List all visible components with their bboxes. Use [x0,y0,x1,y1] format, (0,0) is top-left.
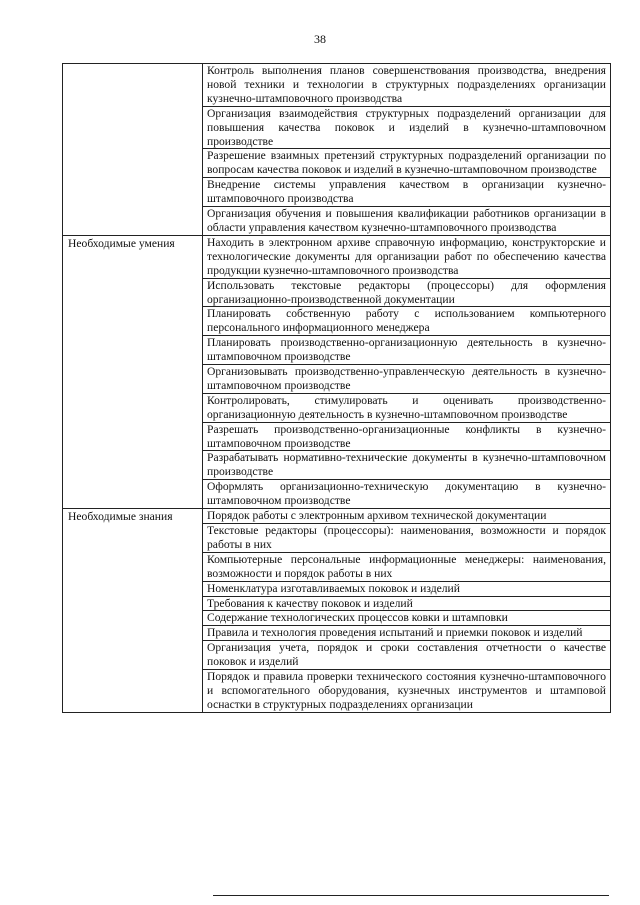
skill-item: Планировать производственно-организационную деятельность в кузнечно-штамповочном производстве [203,336,611,365]
table-row [63,509,611,524]
skill-item: Находить в электронном архиве справочную информацию, конструкторские и технологические документы для организации работ по обеспечению качества продукции кузнечно-штамповочного производства [203,235,611,278]
skill-item: Разрешать производственно-организационные конфликты в кузнечно-штамповочном производстве [203,422,611,451]
table-continuation-rule [213,895,609,896]
table-row [63,64,611,107]
knowledge-item: Текстовые редакторы (процессоры): наименования, возможности и порядок работы в них [203,524,611,553]
knowledge-item: Требования к качеству поковок и изделий [203,596,611,611]
knowledge-item: Номенклатура изготавливаемых поковок и изделий [203,581,611,596]
skill-item: Использовать текстовые редакторы (процессоры) для оформления организационно-производственной документации [203,278,611,307]
labor-action-item: Организация обучения и повышения квалификации работников организации в области управления качеством кузнечно-штамповочного производства [203,207,611,236]
table-row [63,235,611,278]
skill-item: Планировать собственную работу с использованием компьютерного персонального информационного менеджера [203,307,611,336]
knowledge-item: Порядок и правила проверки технического состояния кузнечно-штамповочного и вспомогательного оборудования, кузнечных инструментов и штамповой оснастки в структурных подразделениях организации [203,670,611,713]
competency-table [62,63,611,713]
labor-action-item: Организация взаимодействия структурных подразделений организации для повышения качества поковок и изделий в кузнечно-штамповочном производстве [203,106,611,149]
labor-action-item: Контроль выполнения планов совершенствования производства, внедрения новой техники и технологии в структурных подразделениях организации кузнечно-штамповочного производства [203,64,611,107]
knowledge-item: Порядок работы с электронным архивом технической документации [203,509,611,524]
skill-item: Организовывать производственно-управленческую деятельность в кузнечно-штамповочном производстве [203,365,611,394]
labor-action-item: Внедрение системы управления качеством в организации кузнечно-штамповочного производства [203,178,611,207]
section-label-skills: Необходимые умения [63,235,203,508]
knowledge-item: Содержание технологических процессов ковки и штамповки [203,611,611,626]
knowledge-item: Компьютерные персональные информационные менеджеры: наименования, возможности и порядок работы в них [203,552,611,581]
labor-action-item: Разрешение взаимных претензий структурных подразделений организации по вопросам качества поковок и изделий в кузнечно-штамповочном производстве [203,149,611,178]
skill-item: Оформлять организационно-техническую документацию в кузнечно-штамповочном производстве [203,480,611,509]
skill-item: Разрабатывать нормативно-технические документы в кузнечно-штамповочном производстве [203,451,611,480]
section-label-labor-actions [63,64,203,236]
page-number: 38 [314,32,326,46]
skill-item: Контролировать, стимулировать и оценивать производственно-организационную деятельность в кузнечно-штамповочном производстве [203,393,611,422]
knowledge-item: Правила и технология проведения испытаний и приемки поковок и изделий [203,626,611,641]
knowledge-item: Организация учета, порядок и сроки составления отчетности о качестве поковок и изделий [203,641,611,670]
section-label-knowledge: Необходимые знания [63,509,203,713]
